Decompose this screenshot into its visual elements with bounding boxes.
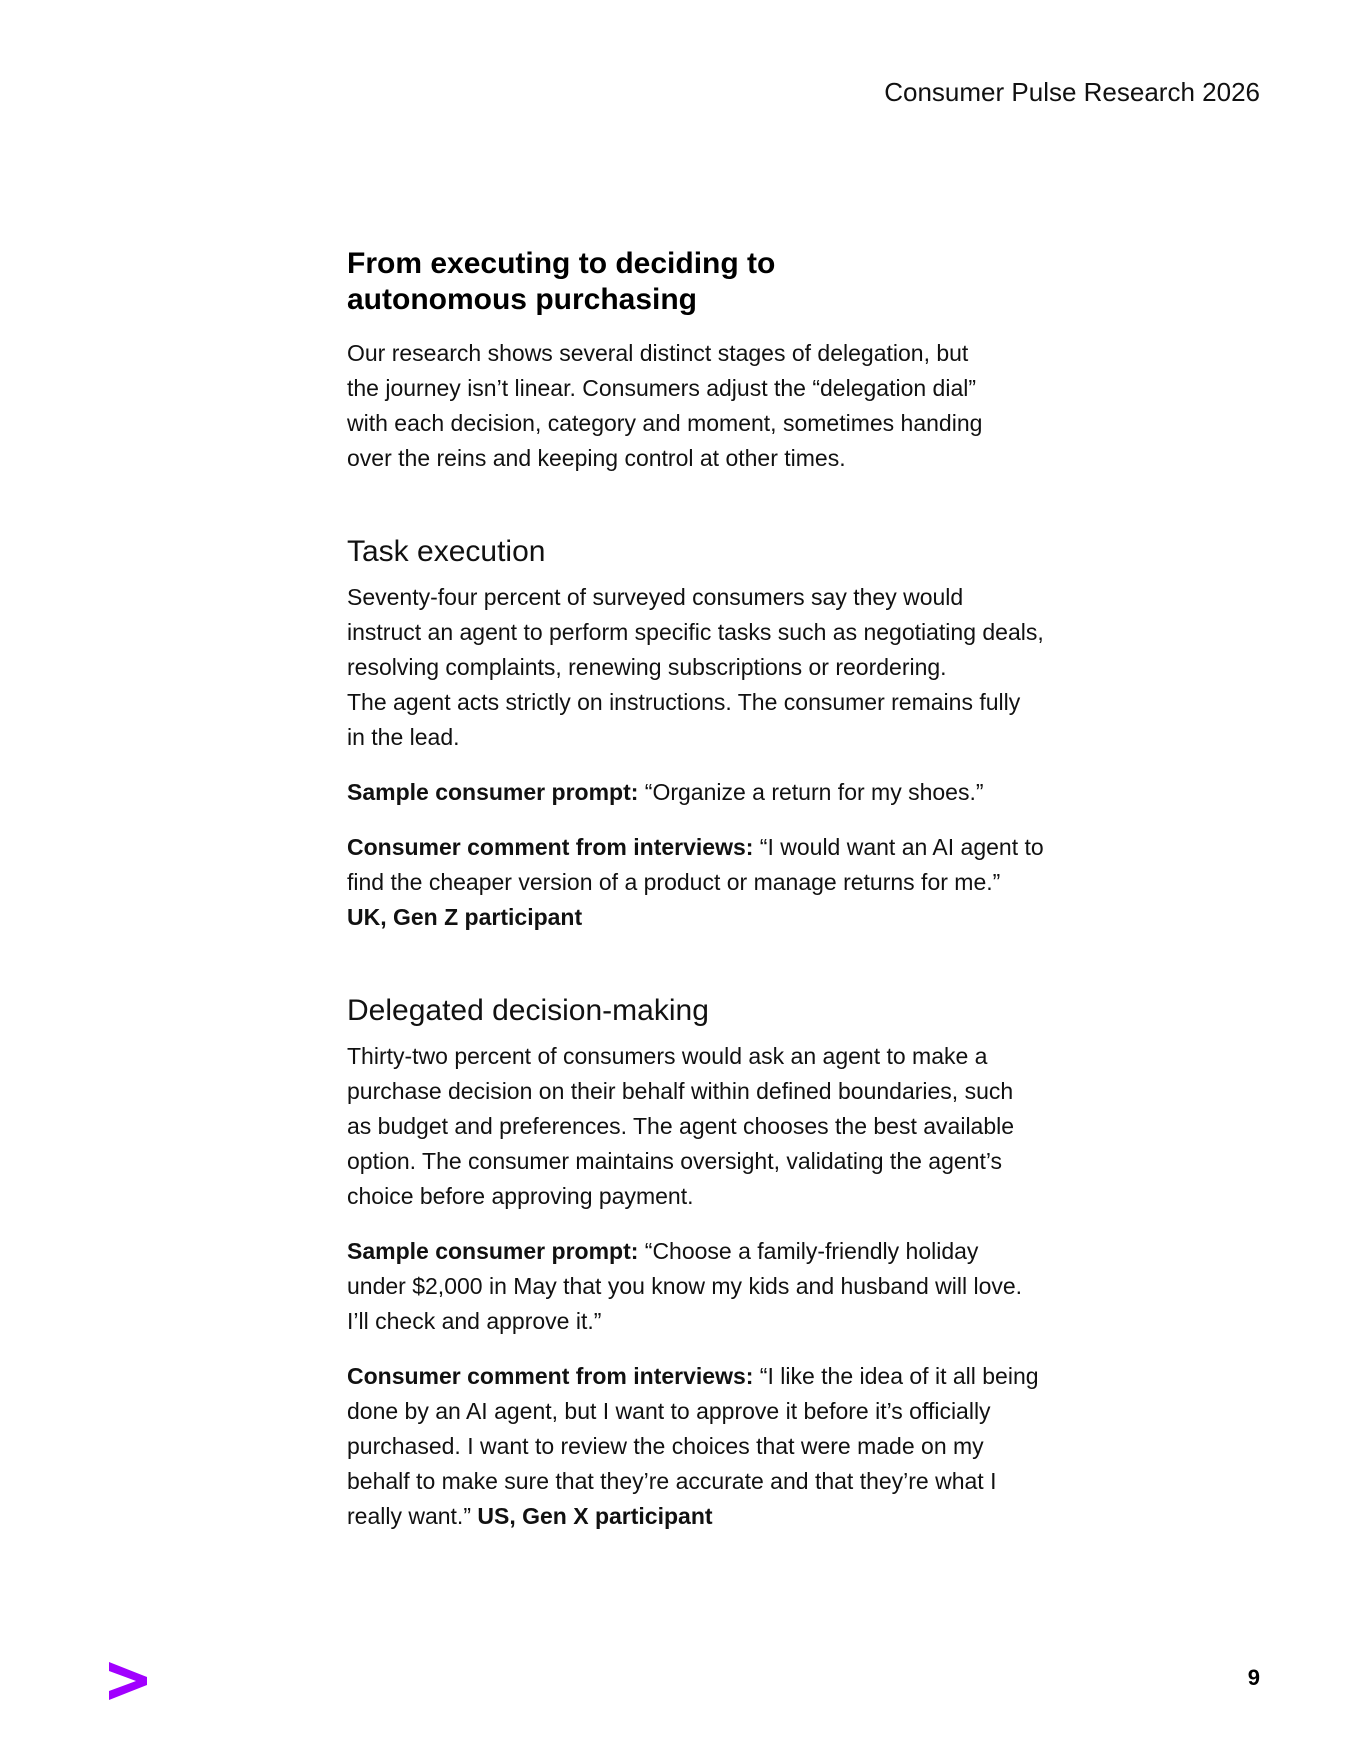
prompt-line xyxy=(347,1234,1137,1269)
prompt-text: I’ll check and approve it.” xyxy=(347,1308,602,1334)
prompt-label: Sample consumer prompt: xyxy=(347,779,639,805)
section-heading-line: From executing to deciding to xyxy=(347,247,776,280)
comment-text: find the cheaper version of a product or manage returns for me.” xyxy=(347,869,1001,895)
comment-text: really want.” xyxy=(347,1503,471,1529)
task-execution-consumer-comment xyxy=(347,830,1137,935)
task-execution-sample-prompt xyxy=(347,775,1137,810)
main-content xyxy=(347,246,1137,1534)
comment-line xyxy=(347,1499,1137,1534)
task-execution-body xyxy=(347,580,1137,755)
intro-line: with each decision, category and moment, sometimes handing xyxy=(347,410,983,436)
greater-than-logo-icon xyxy=(107,1662,147,1700)
prompt-text: “Organize a return for my shoes.” xyxy=(638,779,984,805)
section-heading-line: autonomous purchasing xyxy=(347,283,698,316)
body-line: The agent acts strictly on instructions. The consumer remains fully xyxy=(347,689,1021,715)
comment-label: Consumer comment from interviews: xyxy=(347,834,754,860)
comment-text: “I like the idea of it all being xyxy=(753,1363,1039,1389)
comment-line xyxy=(347,830,1137,865)
intro-line: over the reins and keeping control at other times. xyxy=(347,445,846,471)
delegated-decision-sample-prompt xyxy=(347,1234,1137,1339)
delegated-decision-consumer-comment xyxy=(347,1359,1137,1534)
delegated-decision-heading: Delegated decision-making xyxy=(347,994,709,1027)
prompt-line xyxy=(347,775,1137,810)
body-line: option. The consumer maintains oversight, validating the agent’s xyxy=(347,1148,1003,1174)
running-header: Consumer Pulse Research 2026 xyxy=(884,77,1260,107)
intro-line: the journey isn’t linear. Consumers adjust the “delegation dial” xyxy=(347,375,977,401)
body-line: resolving complaints, renewing subscriptions or reordering. xyxy=(347,654,947,680)
intro-paragraph xyxy=(347,336,1137,476)
body-line: in the lead. xyxy=(347,724,460,750)
body-line: instruct an agent to perform specific tasks such as negotiating deals, xyxy=(347,619,1044,645)
comment-attribution: US, Gen X participant xyxy=(470,1503,713,1529)
body-line: choice before approving payment. xyxy=(347,1183,694,1209)
task-execution-heading: Task execution xyxy=(347,535,546,568)
delegated-decision-body xyxy=(347,1039,1137,1214)
body-line: Thirty-two percent of consumers would ask an agent to make a xyxy=(347,1043,988,1069)
body-line: as budget and preferences. The agent chooses the best available xyxy=(347,1113,1015,1139)
prompt-text: under $2,000 in May that you know my kids and husband will love. xyxy=(347,1273,1023,1299)
prompt-text: “Choose a family-friendly holiday xyxy=(638,1238,979,1264)
comment-text: behalf to make sure that they’re accurate and that they’re what I xyxy=(347,1468,997,1494)
section-heading xyxy=(347,246,1137,318)
comment-text: purchased. I want to review the choices that were made on my xyxy=(347,1433,984,1459)
comment-label: Consumer comment from interviews: xyxy=(347,1363,754,1389)
body-line: Seventy-four percent of surveyed consumers say they would xyxy=(347,584,964,610)
body-line: purchase decision on their behalf within defined boundaries, such xyxy=(347,1078,1014,1104)
intro-line: Our research shows several distinct stages of delegation, but xyxy=(347,340,969,366)
comment-text: done by an AI agent, but I want to approve it before it’s officially xyxy=(347,1398,991,1424)
page-number: 9 xyxy=(1247,1665,1260,1690)
prompt-label: Sample consumer prompt: xyxy=(347,1238,639,1264)
comment-line xyxy=(347,1359,1137,1394)
comment-text: “I would want an AI agent to xyxy=(753,834,1044,860)
comment-attribution: UK, Gen Z participant xyxy=(347,904,583,930)
